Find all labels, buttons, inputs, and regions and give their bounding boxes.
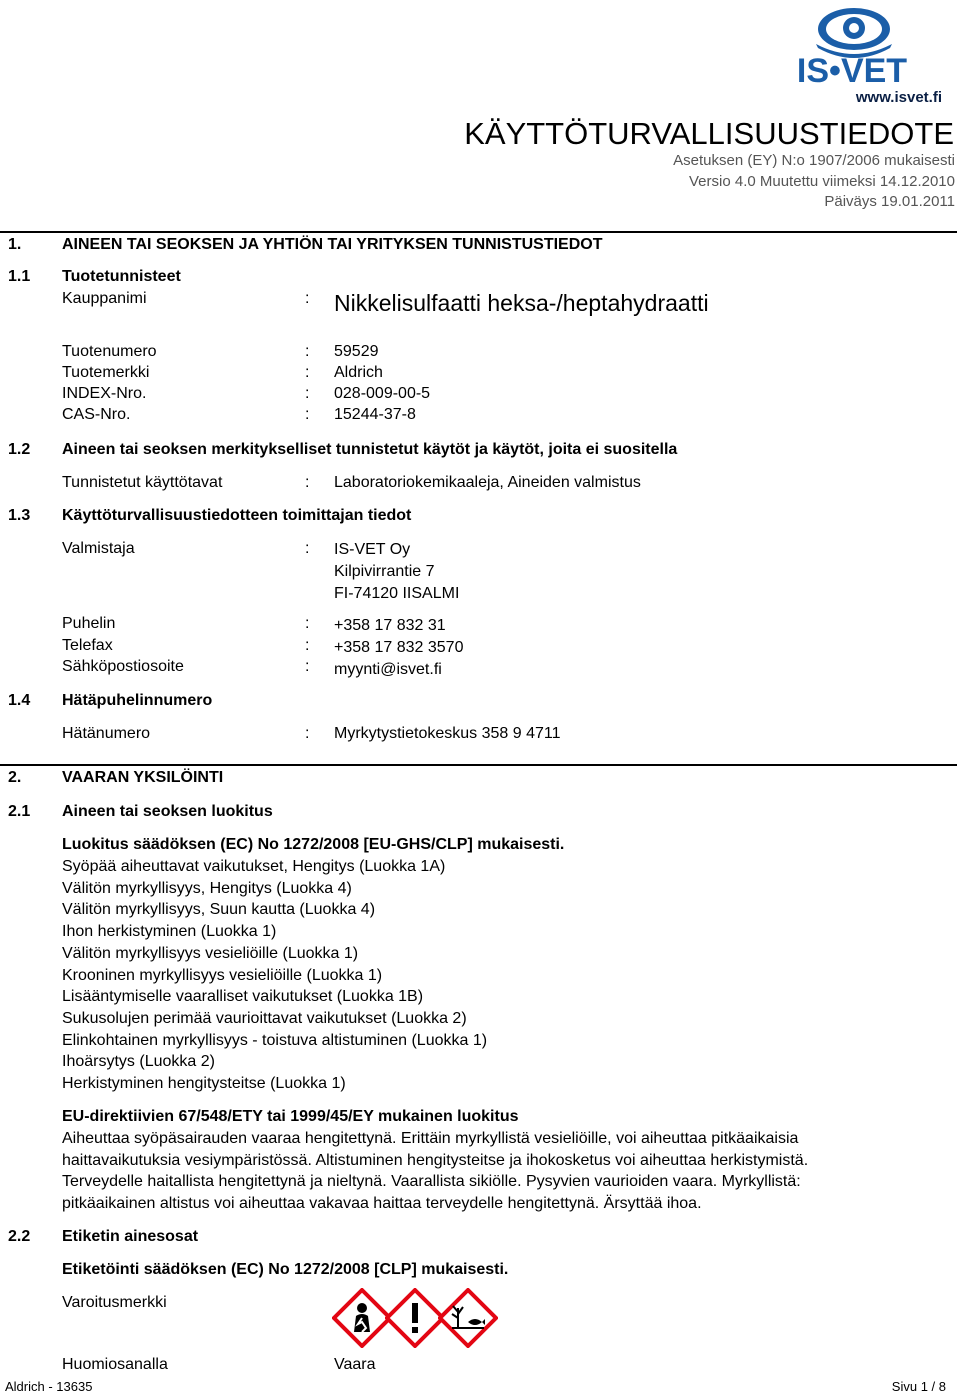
field-value: 15244-37-8 [334, 406, 416, 423]
classification-item: Lisääntymiselle vaaralliset vaikutukset (Luokka 1B) [62, 988, 424, 1006]
field-label: CAS-Nro. [62, 406, 131, 423]
subsection-title: Käyttöturvallisuustiedotteen toimittajan tiedot [62, 507, 412, 524]
date-text: Päiväys 19.01.2011 [824, 193, 955, 210]
manufacturer-street: Kilpivirrantie 7 [334, 563, 435, 580]
footer-page-number: Sivu 1 / 8 [891, 1379, 946, 1394]
classification-item: Välitön myrkyllisyys, Hengitys (Luokka 4) [62, 879, 352, 897]
svg-text:IS•VET: IS•VET [796, 52, 908, 90]
signal-word-label: Huomiosanalla [62, 1356, 168, 1373]
eu-text-line: haittavaikutuksia vesiympäristössä. Altistuminen hengitysteitse ja ihokosketus voi aiheuttaa herkistymistä. [62, 1152, 809, 1169]
manufacturer-name: IS-VET Oy [334, 541, 411, 558]
document-title: KÄYTTÖTURVALLISUUSTIEDOTE [464, 116, 954, 151]
subsection-title: Aineen tai seoksen merkitykselliset tunnistetut käytöt ja käytöt, joita ei suositella [62, 441, 678, 458]
subsection-number: 2.1 [8, 803, 31, 820]
section-divider [0, 231, 957, 233]
classification-item: Herkistyminen hengitysteitse (Luokka 1) [62, 1075, 346, 1092]
subsection-title: Aineen tai seoksen luokitus [62, 803, 273, 820]
field-label: Puhelin [62, 615, 116, 632]
field-value: Myrkytystietokeskus 358 9 4711 [334, 725, 561, 742]
field-label: Tuotenumero [62, 343, 157, 360]
eye-logo-icon [752, 2, 952, 106]
field-value: Laboratoriokemikaaleja, Aineiden valmistus [334, 474, 641, 491]
label-heading: Etiketöinti säädöksen (EC) No 1272/2008 [CLP] mukaisesti. [62, 1261, 509, 1278]
section-number: 1. [8, 236, 22, 253]
clp-heading: Luokitus säädöksen (EC) No 1272/2008 [EU-GHS/CLP] mukaisesti. [62, 836, 565, 853]
subsection-title: Etiketin ainesosat [62, 1228, 199, 1245]
phone-value: +358 17 832 31 [334, 617, 446, 634]
footer-product-code: Aldrich - 13635 [5, 1379, 93, 1394]
field-label: INDEX-Nro. [62, 385, 147, 402]
svg-text:www.isvet.fi: www.isvet.fi [855, 89, 942, 106]
field-value: 028-009-00-5 [334, 385, 431, 402]
field-value: 59529 [334, 343, 379, 360]
eu-text-line: Aiheuttaa syöpäsairauden vaaraa hengitettynä. Erittäin myrkyllistä vesieliöille, voi aiheuttaa pitkäaikaisia [62, 1130, 799, 1147]
fax-value: +358 17 832 3570 [334, 639, 464, 656]
exclamation-mark-icon [385, 1288, 445, 1348]
pictogram-label: Varoitusmerkki [62, 1294, 167, 1311]
classification-item: Krooninen myrkyllisyys vesieliöille (Luokka 1) [62, 966, 383, 984]
email-value: myynti@isvet.fi [334, 661, 442, 678]
isvet-logo [752, 2, 952, 106]
section-divider [0, 764, 957, 766]
environment-icon [438, 1288, 498, 1348]
subsection-title: Hätäpuhelinnumero [62, 692, 213, 709]
trade-name-label: Kauppanimi [62, 290, 147, 307]
classification-item: Välitön myrkyllisyys, Suun kautta (Luokka 4) [62, 901, 376, 919]
classification-item: Syöpää aiheuttavat vaikutukset, Hengitys (Luokka 1A) [62, 858, 446, 875]
section-title: VAARAN YKSILÖINTI [62, 769, 224, 786]
classification-item: Ihon herkistyminen (Luokka 1) [62, 923, 277, 941]
subsection-number: 1.3 [8, 507, 31, 524]
eu-text-line: Terveydelle haitallista hengitettynä ja nieltynä. Vaarallista sikiölle. Pysyvien vaurioiden vaara. Myrkyllistä: [62, 1173, 801, 1190]
subsection-number: 1.1 [8, 268, 31, 285]
trade-name-value: Nikkelisulfaatti heksa-/heptahydraatti [334, 290, 709, 316]
eu-text-line: pitkäaikainen altistus voi aiheuttaa vakavaa haittaa terveydelle hengitettynä. Ärsyttää ihoa. [62, 1195, 702, 1212]
manufacturer-city: FI-74120 IISALMI [334, 585, 460, 602]
section-number: 2. [8, 769, 22, 786]
field-label: Valmistaja [62, 540, 135, 557]
signal-word-value: Vaara [334, 1356, 376, 1373]
classification-item: Ihoärsytys (Luokka 2) [62, 1053, 215, 1071]
subsection-number: 1.2 [8, 441, 31, 458]
field-label: Hätänumero [62, 725, 151, 742]
eu-heading: EU-direktiivien 67/548/ETY tai 1999/45/EY mukainen luokitus [62, 1108, 519, 1125]
subsection-number: 2.2 [8, 1228, 31, 1245]
field-label: Sähköpostiosoite [62, 658, 184, 675]
field-label: Telefax [62, 637, 113, 654]
subsection-number: 1.4 [8, 692, 31, 709]
field-label: Tunnistetut käyttötavat [62, 474, 223, 491]
regulation-text: Asetuksen (EY) N:o 1907/2006 mukaisesti [673, 152, 955, 169]
classification-item: Sukusolujen perimää vaurioittavat vaikutukset (Luokka 2) [62, 1009, 467, 1027]
field-value: Aldrich [334, 364, 383, 381]
section-title: AINEEN TAI SEOKSEN JA YHTIÖN TAI YRITYKSEN TUNNISTUSTIEDOT [62, 236, 603, 253]
classification-item: Elinkohtainen myrkyllisyys - toistuva altistuminen (Luokka 1) [62, 1031, 488, 1049]
version-text: Versio 4.0 Muutettu viimeksi 14.12.2010 [689, 173, 955, 190]
subsection-title: Tuotetunnisteet [62, 268, 181, 285]
classification-item: Välitön myrkyllisyys vesieliöille (Luokka 1) [62, 944, 359, 962]
health-hazard-icon [332, 1288, 392, 1348]
field-label: Tuotemerkki [62, 364, 150, 381]
